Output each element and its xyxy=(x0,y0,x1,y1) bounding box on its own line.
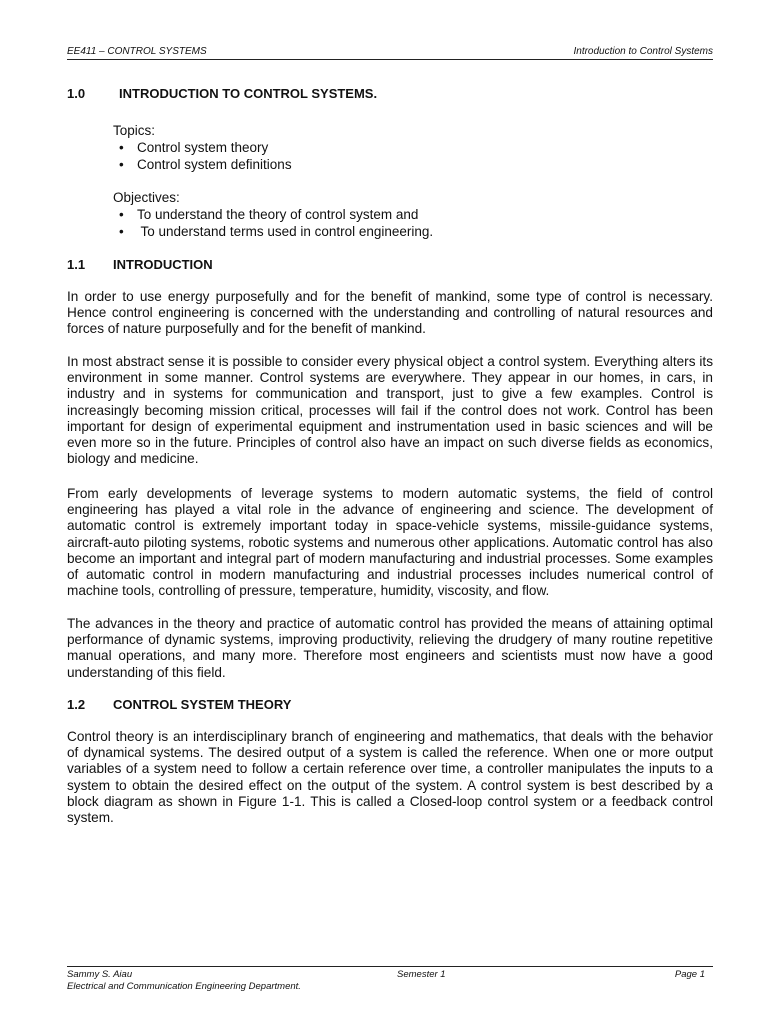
section-number: 1.0 xyxy=(67,86,86,101)
section-heading-1-0 xyxy=(67,86,377,101)
list-item: • Control system definitions xyxy=(137,156,292,173)
footer-page-number: Page 1 xyxy=(674,969,705,980)
footer-author: Sammy S. Aiau xyxy=(67,969,133,980)
footer-semester: Semester 1 xyxy=(397,969,446,980)
section-heading-1-1 xyxy=(67,257,213,272)
list-item: • To understand the theory of control system and xyxy=(137,206,433,223)
paragraph: The advances in the theory and practice of automatic control has provided the means of attaining optimal performance of dynamic systems, improving productivity, relieving the drudgery of many routine repetitive manual operations, and many more. Therefore most engineers and scientists must now have a good understanding of this field. xyxy=(67,616,713,680)
paragraph: From early developments of leverage systems to modern automatic systems, the field of control engineering has played a vital role in the advance of engineering and science. The development of automatic control is extremely important today in space-vehicle systems, missile-guidance systems, aircraft-auto piloting systems, robotic systems and numerous other applications. Automatic control has also become an important and integral part of modern manufacturing and industrial processes. Some examples of automatic control in modern manufacturing and industrial processes includes numerical control of machine tools, controlling of pressure, temperature, humidity, viscosity, and flow. xyxy=(67,486,713,599)
header-chapter: Introduction to Control Systems xyxy=(573,46,713,57)
section-number: 1.2 xyxy=(67,697,86,712)
section-title: INTRODUCTION TO CONTROL SYSTEMS. xyxy=(119,86,378,101)
objectives-list xyxy=(113,206,433,240)
page-footer xyxy=(67,966,713,993)
paragraph: In most abstract sense it is possible to consider every physical object a control system. Everything alters its environment in some manner. Control systems are everywhere. They appear in our homes, in cars, in industry and in systems for communication and transport, just to give a few examples. Control is increasingly becoming mission critical, processes will fail if the control does not work. Control has been important for design of experimental equipment and instrumentation used in basic sciences and will be even more so in the future. Principles of control also have an impact on such diverse fields as economics, biology and medicine. xyxy=(67,354,713,467)
section-heading-1-2 xyxy=(67,697,291,712)
header-course: EE411 – CONTROL SYSTEMS xyxy=(67,46,207,57)
paragraph: In order to use energy purposefully and for the benefit of mankind, some type of control is necessary. Hence control engineering is concerned with the understanding and controlling of natural resources and forces of nature purposefully and for the benefit of mankind. xyxy=(67,289,713,337)
section-title: INTRODUCTION xyxy=(113,257,213,272)
list-item: • Control system theory xyxy=(137,139,292,156)
objectives-block xyxy=(113,189,433,240)
list-item: • To understand terms used in control engineering. xyxy=(137,223,433,240)
footer-department: Electrical and Communication Engineering Department. xyxy=(67,981,301,992)
topics-list xyxy=(113,139,292,173)
topics-block xyxy=(113,122,292,173)
topics-label: Topics: xyxy=(113,123,156,138)
page-header xyxy=(67,46,713,60)
objectives-label: Objectives: xyxy=(113,190,180,205)
section-number: 1.1 xyxy=(67,257,86,272)
paragraph: Control theory is an interdisciplinary branch of engineering and mathematics, that deals with the behavior of dynamical systems. The desired output of a system is called the reference. When one or more output variables of a system need to follow a certain reference over time, a controller manipulates the inputs to a system to obtain the desired effect on the output of the system. A control system is best described by a block diagram as shown in Figure 1-1. This is called a Closed-loop control system or a feedback control system. xyxy=(67,729,713,826)
section-title: CONTROL SYSTEM THEORY xyxy=(113,697,292,712)
